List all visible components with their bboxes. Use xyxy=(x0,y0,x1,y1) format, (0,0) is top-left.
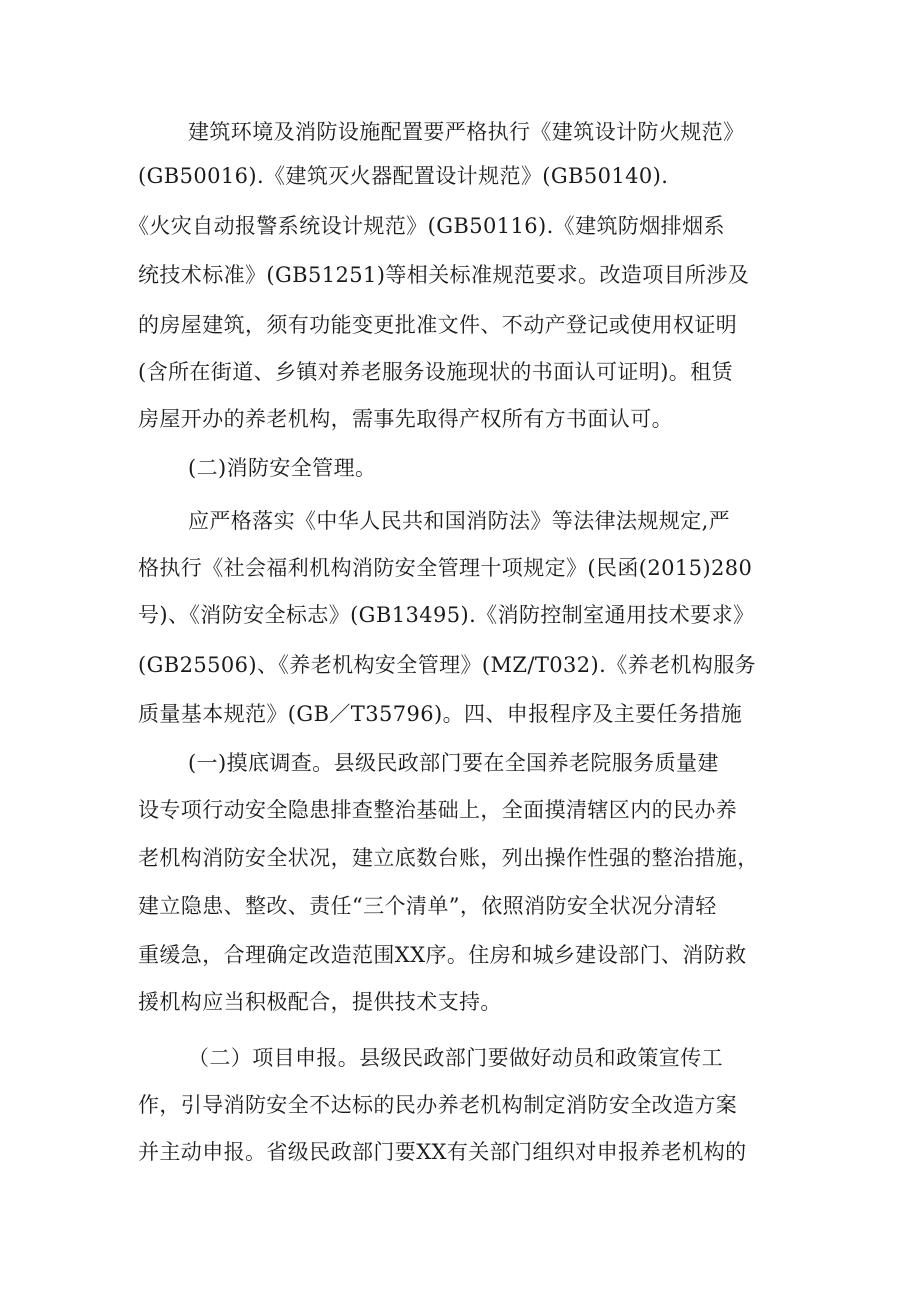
text-line: 格执行《社会福利机构消防安全管理十项规定》(民函(2015)280 xyxy=(138,556,753,580)
text-line: 作，引导消防安全不达标的民办养老机构制定消防安全改造方案 xyxy=(138,1093,738,1117)
text-line: 《火灾自动报警系统设计规范》(GB50116).《建筑防烟排烟系 xyxy=(128,214,725,238)
text-line: 设专项行动安全隐患排查整治基础上，全面摸清辖区内的民办养 xyxy=(138,798,738,822)
text-line: 应严格落实《中华人民共和国消防法》等法律法规规定,严 xyxy=(188,509,731,533)
text-line: (GB25506)、《养老机构安全管理》(MZ/T032).《养老机构服务 xyxy=(138,653,757,677)
text-line: (含所在街道、乡镇对养老服务设施现状的书面认可证明)。租赁 xyxy=(138,360,733,384)
text-line: (GB50016).《建筑灭火器配置设计规范》(GB50140). xyxy=(138,164,669,188)
section-heading: (二)消防安全管理。 xyxy=(188,456,377,480)
text-line: 建立隐患、整改、责任“三个清单”，依照消防安全状况分清轻 xyxy=(138,894,717,918)
text-line: （二）项目申报。县级民政部门要做好动员和政策宣传工 xyxy=(188,1046,723,1070)
text-line: 质量基本规范》(GB／T35796)。四、申报程序及主要任务措施 xyxy=(138,702,743,726)
text-line: 并主动申报。省级民政部门要XX有关部门组织对申报养老机构的 xyxy=(138,1140,747,1164)
text-line: 统技术标准》(GB51251)等相关标准规范要求。改造项目所涉及 xyxy=(138,263,750,287)
text-line: 号)、《消防安全标志》(GB13495).《消防控制室通用技术要求》 xyxy=(138,603,755,627)
text-line: 建筑环境及消防设施配置要严格执行《建筑设计防火规范》 xyxy=(188,120,745,144)
text-line: 的房屋建筑，须有功能变更批准文件、不动产登记或使用权证明 xyxy=(138,313,738,337)
text-line: 房屋开办的养老机构，需事先取得产权所有方书面认可。 xyxy=(138,407,673,431)
text-line: 老机构消防安全状况，建立底数台账，列出操作性强的整治措施， xyxy=(138,846,759,870)
text-line: 重缓急，合理确定改造范围XX序。住房和城乡建设部门、消防救 xyxy=(138,943,747,967)
text-line: 援机构应当积极配合，提供技术支持。 xyxy=(138,990,502,1014)
text-line: (一)摸底调查。县级民政部门要在全国养老院服务质量建 xyxy=(188,751,719,775)
